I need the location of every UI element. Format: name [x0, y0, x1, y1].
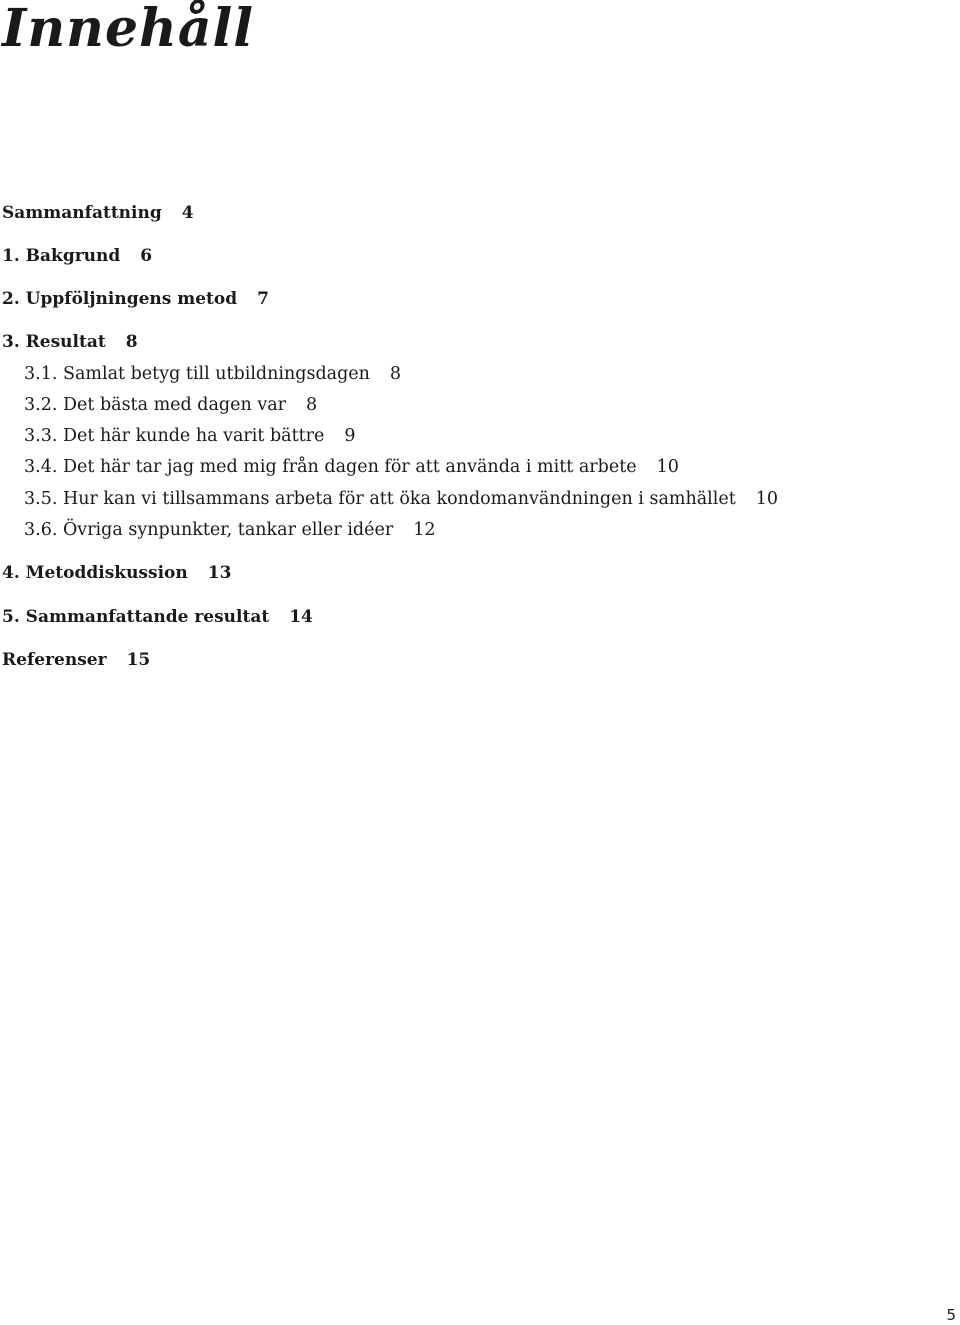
toc-entry-page: 15 [126, 650, 151, 670]
toc-entry-label: Referenser [2, 650, 107, 670]
toc-entry-page: 8 [389, 364, 402, 384]
toc-entry-label: 3.4. Det här tar jag med mig från dagen för att använda i mitt arbete [24, 457, 637, 477]
toc-entry-label: 3.6. Övriga synpunkter, tankar eller idéer [24, 520, 394, 540]
toc-entry-page: 10 [656, 457, 679, 477]
toc-entry-label: 3.3. Det här kunde ha varit bättre [24, 426, 325, 446]
toc-entry-label: 1. Bakgrund [2, 246, 121, 266]
toc-entry-resultat[interactable] [2, 330, 138, 354]
toc-entry-page: 4 [181, 203, 194, 223]
toc-entry-page: 6 [140, 246, 153, 266]
toc-entry-metoddiskussion[interactable] [2, 561, 231, 585]
toc-entry-bakgrund[interactable] [2, 244, 152, 268]
toc-entry-label: Sammanfattning [2, 203, 162, 223]
toc-entry-label: 3.2. Det bästa med dagen var [24, 395, 287, 415]
toc-entry-label: 3.5. Hur kan vi tillsammans arbeta för att öka kondomanvändningen i samhället [24, 489, 736, 509]
toc-entry-page: 14 [289, 607, 313, 627]
toc-entry-battre[interactable] [24, 424, 356, 448]
toc-entry-tar-med-mig[interactable] [24, 455, 679, 479]
toc-entry-page: 9 [344, 426, 356, 446]
toc-entry-label: 3. Resultat [2, 332, 106, 352]
toc-entry-referenser[interactable] [2, 648, 150, 672]
toc-entry-det-basta[interactable] [24, 393, 317, 417]
toc-entry-ovriga[interactable] [24, 518, 436, 542]
toc-entry-label: 3.1. Samlat betyg till utbildningsdagen [24, 364, 370, 384]
toc-entry-label: 5. Sammanfattande resultat [2, 607, 270, 627]
toc-entry-sammanfattning[interactable] [2, 201, 194, 225]
page-title: Innehåll [2, 0, 255, 59]
page-number: 5 [946, 1306, 956, 1324]
toc-entry-page: 13 [207, 563, 232, 583]
toc-entry-page: 8 [306, 395, 318, 415]
toc-entry-page: 7 [257, 289, 269, 309]
toc-entry-page: 12 [413, 520, 436, 540]
toc-entry-samlat-betyg[interactable] [24, 362, 401, 386]
toc-entry-tillsammans[interactable] [24, 487, 778, 511]
toc-entry-page: 8 [125, 332, 138, 352]
toc-entry-label: 4. Metoddiskussion [2, 563, 188, 583]
toc-entry-page: 10 [755, 489, 779, 509]
toc-entry-uppfoljningens-metod[interactable] [2, 287, 269, 311]
toc-entry-sammanfattande-resultat[interactable] [2, 605, 313, 629]
toc-entry-label: 2. Uppföljningens metod [2, 289, 238, 309]
